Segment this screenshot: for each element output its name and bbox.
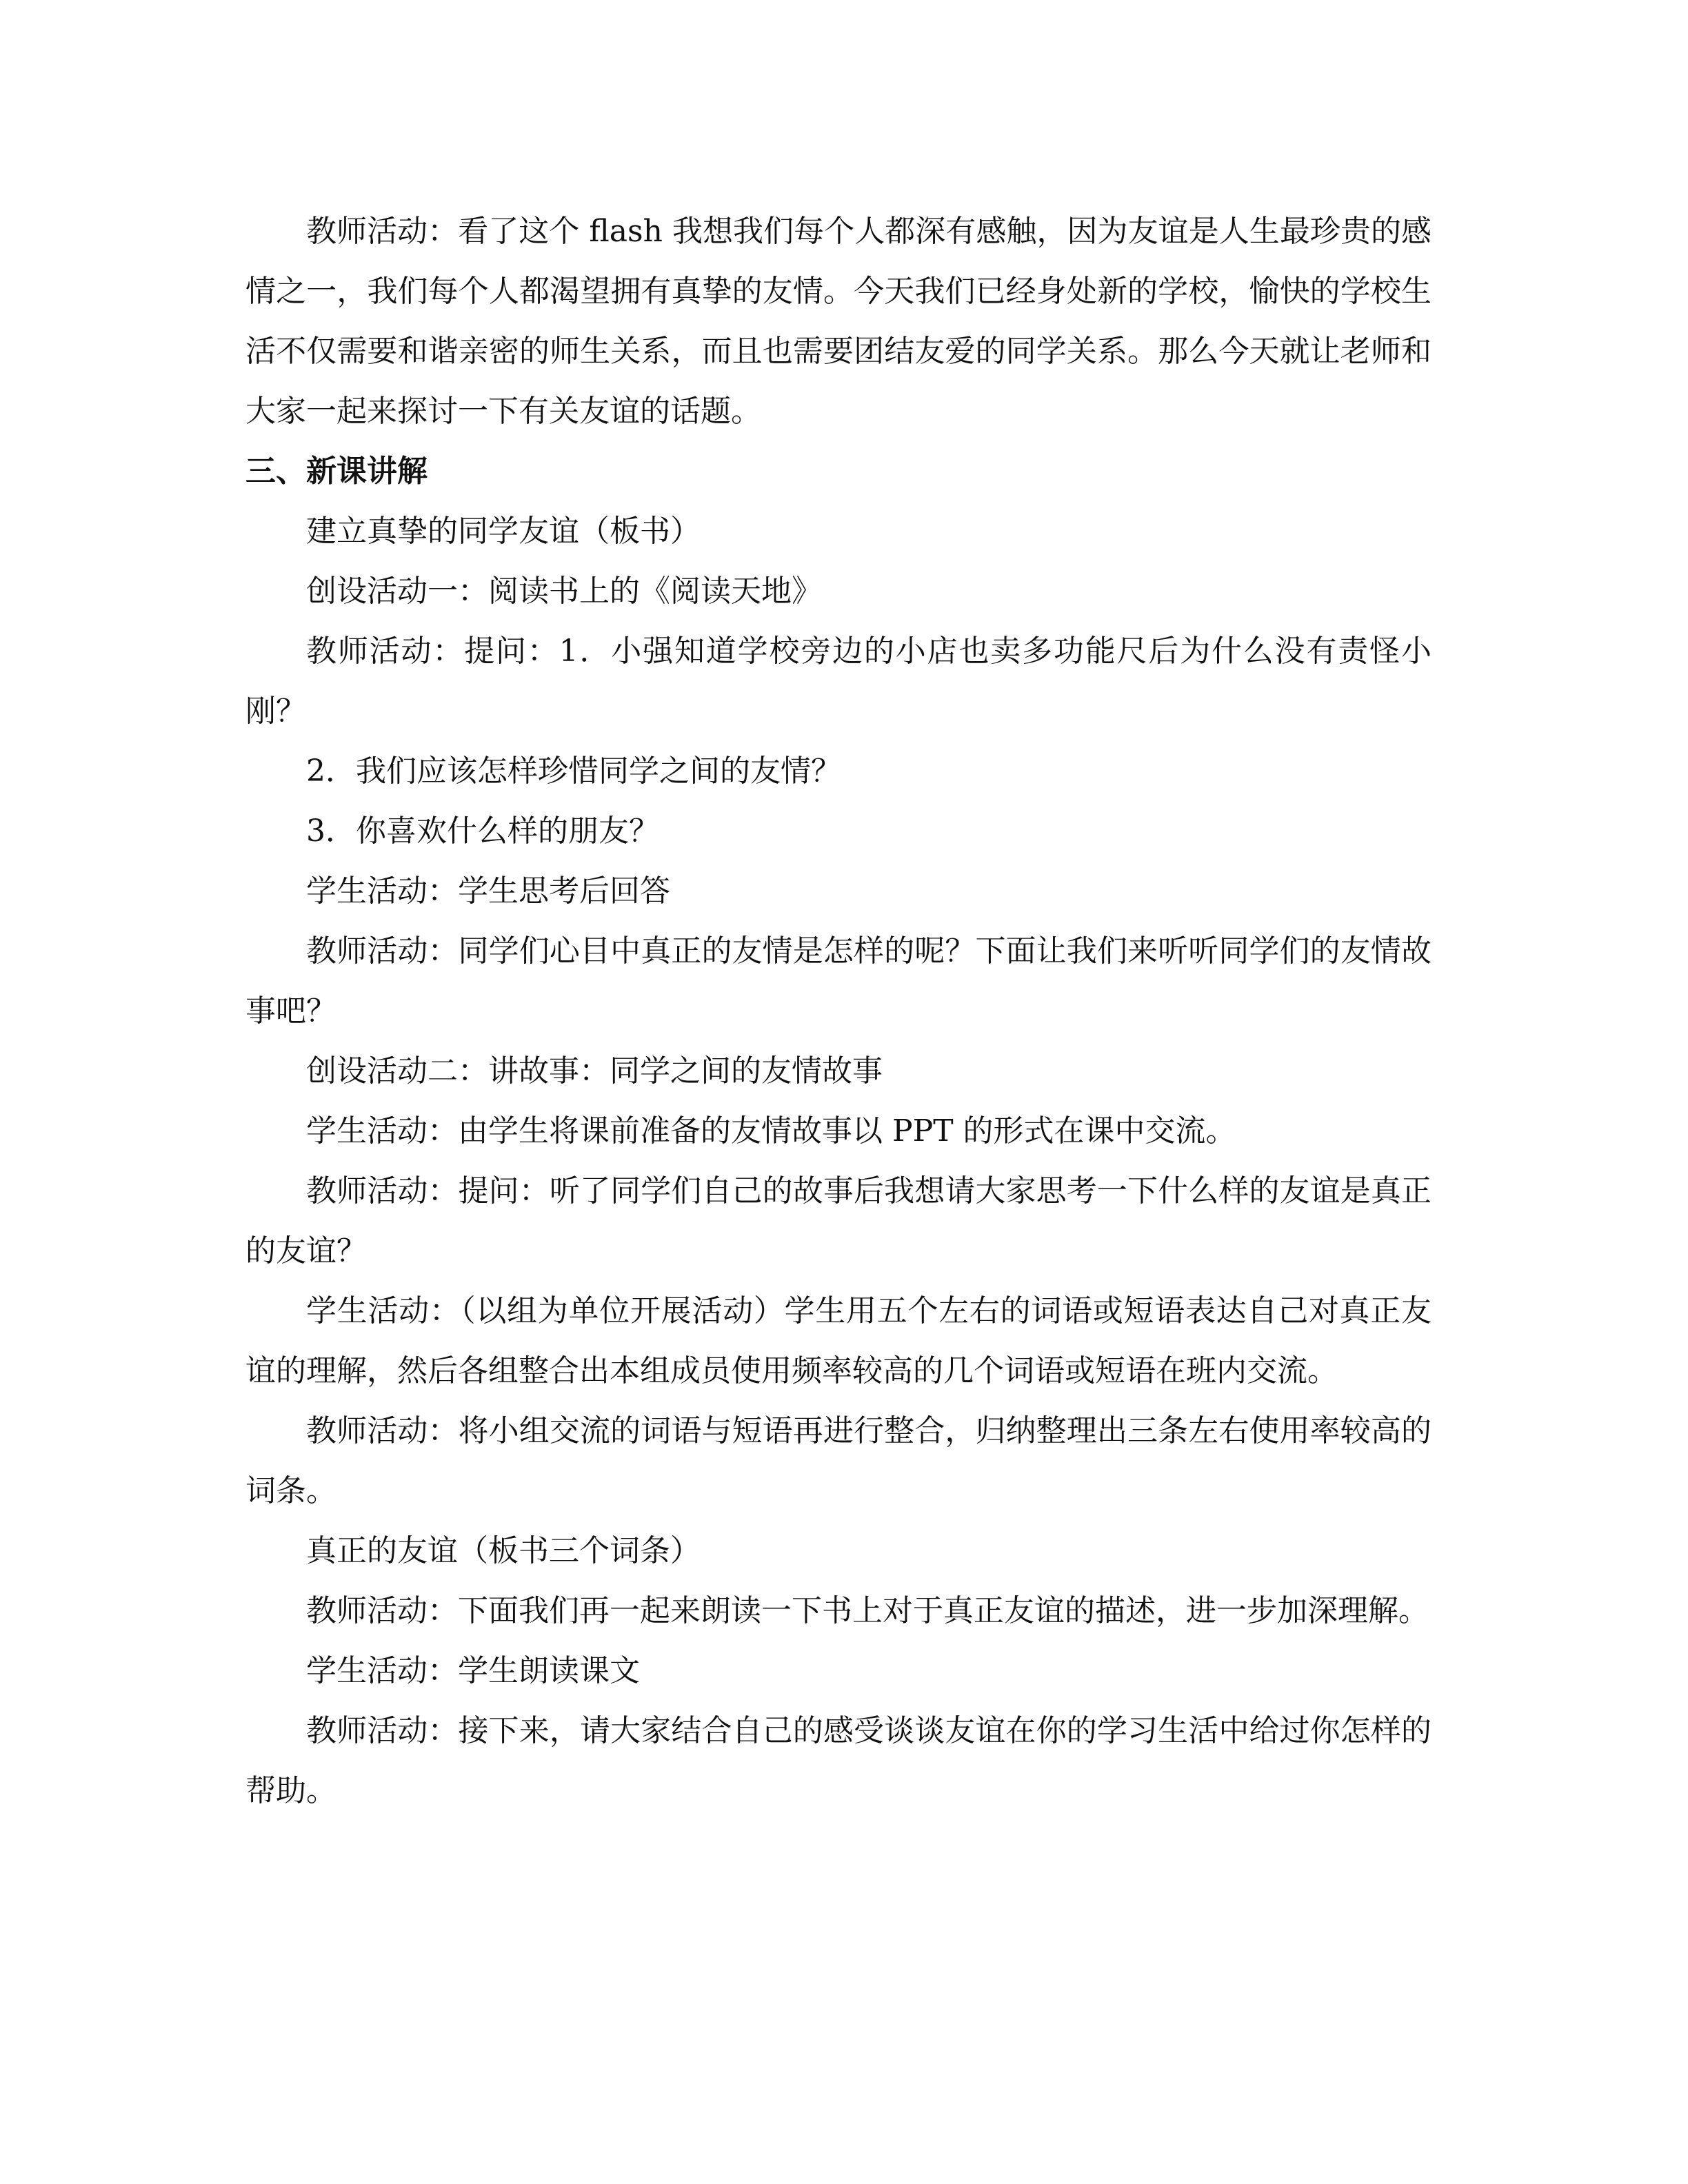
paragraph-teacher-reading: 教师活动：下面我们再一起来朗读一下书上对于真正友谊的描述，进一步加深理解。 [306,1593,1429,1628]
paragraph-question-one: 教师活动：提问：1．小强知道学校旁边的小店也卖多功能尺后为什么没有责怪小刚？ [245,634,1431,729]
paragraph-question-three: 3．你喜欢什么样的朋友？ [306,813,659,849]
paragraph-activity-one: 创设活动一：阅读书上的《阅读天地》 [306,574,822,609]
paragraph-student-reading: 学生活动：学生朗读课文 [306,1653,640,1688]
paragraph-teacher-closing: 教师活动：接下来，请大家结合自己的感受谈谈友谊在你的学习生活中给过你怎样的帮助。 [245,1713,1431,1808]
paragraph-activity-two: 创设活动二：讲故事：同学之间的友情故事 [306,1053,883,1089]
paragraph-student-answer: 学生活动：学生思考后回答 [306,873,670,909]
paragraph-board-title: 建立真挚的同学友谊（板书） [306,514,701,549]
document-body [245,201,1431,1821]
paragraph-teacher-stories: 教师活动：同学们心目中真正的友情是怎样的呢？下面让我们来听听同学们的友情故事吧？ [245,933,1431,1029]
paragraph-teacher-question: 教师活动：提问：听了同学们自己的故事后我想请大家思考一下什么样的友谊是真正的友谊？ [245,1173,1431,1268]
paragraph-student-groups: 学生活动：（以组为单位开展活动）学生用五个左右的词语或短语表达自己对真正友谊的理解，然后各组整合出本组成员使用频率较高的几个词语或短语在班内交流。 [245,1293,1431,1388]
paragraph-student-ppt: 学生活动：由学生将课前准备的友情故事以 PPT 的形式在课中交流。 [306,1113,1236,1149]
paragraph-intro: 教师活动：看了这个 flash 我想我们每个人都深有感触，因为友谊是人生最珍贵的感情之一，我们每个人都渴望拥有真挚的友情。今天我们已经身处新的学校，愉快的学校生活不仅需要和谐亲密的师生关系，而且也需要团结友爱的同学关系。那么今天就让老师和大家一起来探讨一下有关友谊的话题。 [245,214,1431,429]
paragraph-question-two: 2．我们应该怎样珍惜同学之间的友情？ [306,754,841,789]
section-heading: 三、新课讲解 [245,454,428,489]
paragraph-teacher-summary: 教师活动：将小组交流的词语与短语再进行整合，归纳整理出三条左右使用率较高的词条。 [245,1413,1431,1508]
paragraph-board-terms: 真正的友谊（板书三个词条） [306,1533,701,1568]
